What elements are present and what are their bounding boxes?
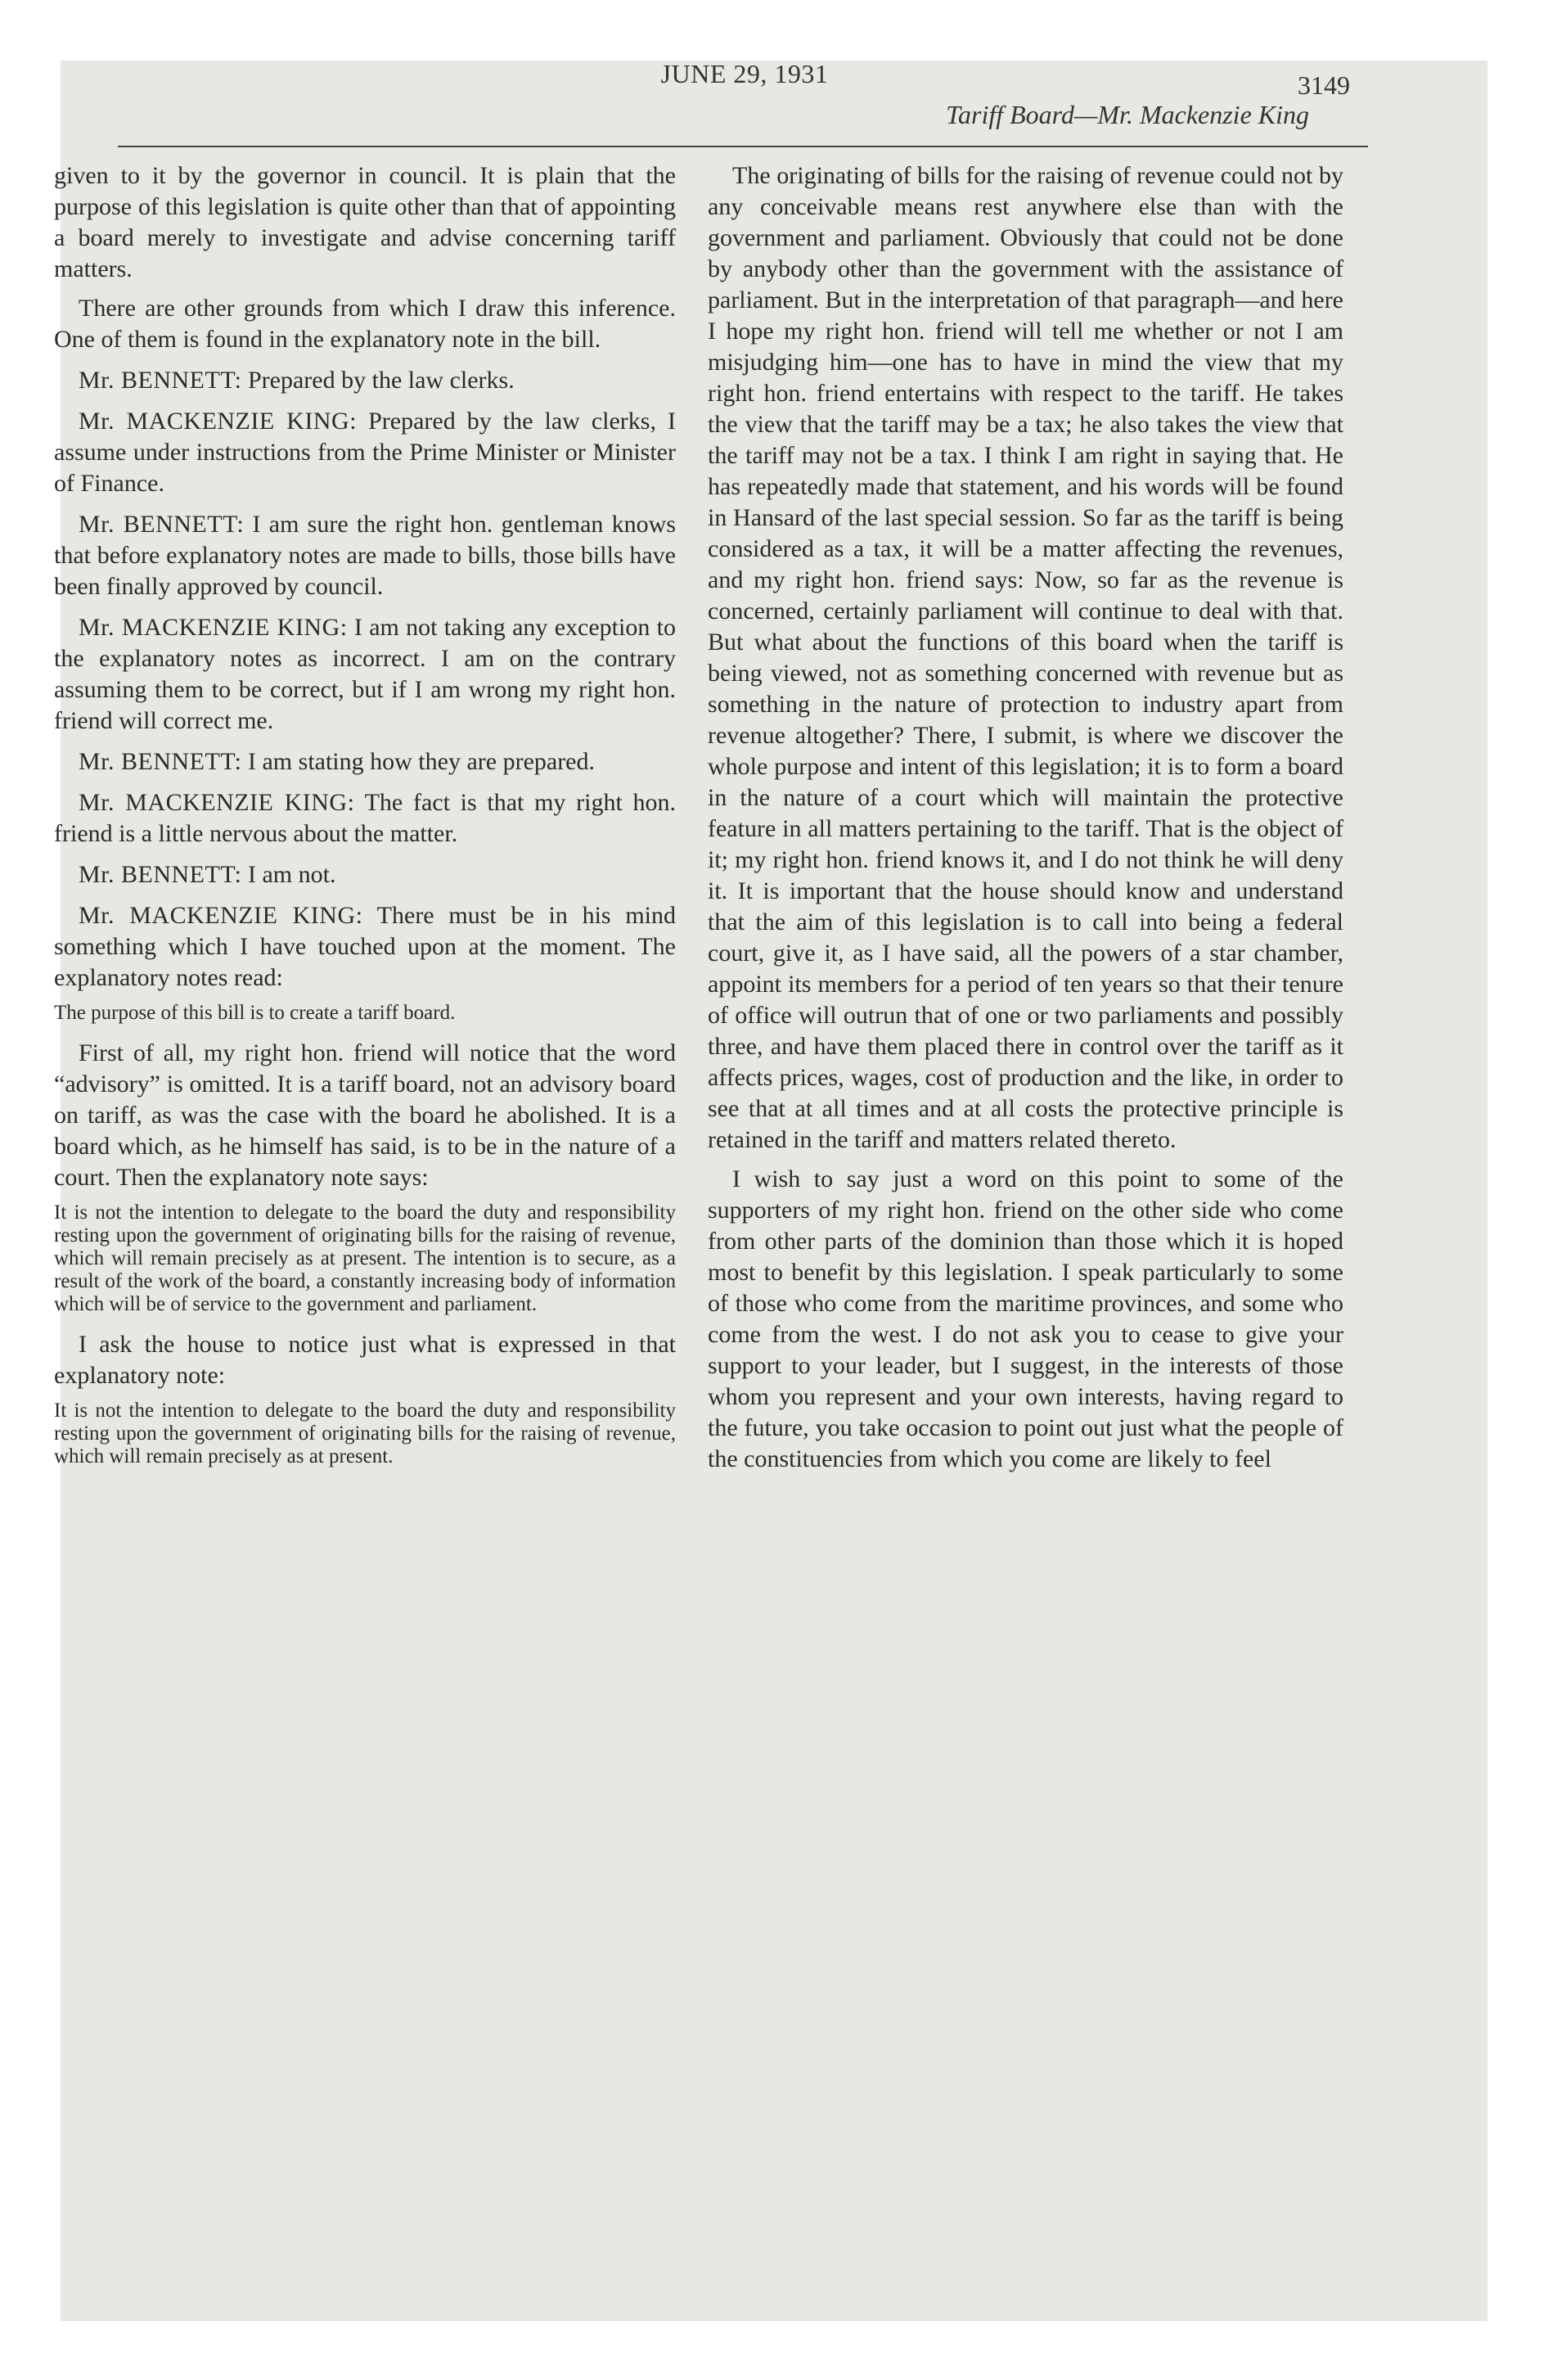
paragraph: The originating of bills for the raising of revenue could not by any conceivable means rest anywhere else than with the government and parliament. Obviously that could not be done by anybody other than the government with the assistance of parliament. But in the interpretation of that paragraph—and here I hope my right hon. friend will tell me whether or not I am misjudging him—one has to have in mind the view that my right hon. friend entertains with respect to the tariff. He takes the view that the tariff may be a tax; he also takes the view that the tariff may not be a tax. I think I am right in saying that. He has repeatedly made that statement, and his words will be found in Hansard of the last special session. So far as the tariff is being considered as a tax, it will be a matter affecting the revenues, and my right hon. friend says: Now, so far as the revenue is concerned, certainly parliament will continue to deal with that. But what about the functions of this board when the tariff is being viewed, not as something concerned with revenue but as something in the nature of protection to industry apart from revenue altogether? There, I submit, is where we discover the whole purpose and intent of this legislation; it is to form a board in the nature of a court which will maintain the protective feature in all matters pertaining to the tariff. That is the object of it; my right hon. friend knows it, and I do not think he will deny it. It is important that the house should know and understand that the aim of this legislation is to call into being a federal court, give it, as I have said, all the powers of a star chamber, appoint its members for a period of ten years so that their tenure of office will outrun that of one or two parliaments and possibly three, and have them placed there in control over the tariff as it affects prices, wages, cost of production and the like, in order to see that at all times and at all costs the protective principle is retained in the tariff and matters related thereto.: [708, 162, 1343, 1153]
speaker-name: Mr. MACKENZIE KING:: [79, 902, 363, 929]
speech-paragraph: Mr. BENNETT: Prepared by the law clerks.: [79, 367, 515, 394]
speaker-name: Mr. BENNETT:: [79, 861, 242, 888]
paragraph: First of all, my right hon. friend will notice that the word “advisory” is omitted. It is a tariff board, not an advisory board on tariff, as was the case with the board he abolished. It is a board which, as he himself has said, is to be in the nature of a court. Then the explanatory note says:: [54, 1039, 676, 1191]
speech-paragraph: Mr. MACKENZIE KING: Prepared by the law clerks, I assume under instructions from the Prime Minister or Minister of Finance.: [54, 408, 677, 497]
left-column: [54, 160, 676, 1481]
speech-paragraph: Mr. BENNETT: I am stating how they are prepared.: [79, 748, 595, 775]
paragraph: There are other grounds from which I draw this inference. One of them is found in the explanatory note in the bill.: [54, 295, 676, 353]
speaker-name: Mr. MACKENZIE KING:: [79, 408, 358, 435]
quoted-note: It is not the intention to delegate to the board the duty and responsibility resting upon the government of originating bills for the raising of revenue, which will remain precisely as at present. The intention is to secure, as a result of the work of the board, a constantly increasing body of information which will be of service to the government and parliament.: [54, 1201, 676, 1315]
speech-paragraph: Mr. BENNETT: I am not.: [79, 861, 336, 888]
paragraph: I wish to say just a word on this point to some of the supporters of my right hon. friend on the other side who come from other parts of the dominion than those which it is hoped most to benefit by this legislation. I speak particularly to some of those who come from the maritime provinces, and some who come from the west. I do not ask you to cease to give your support to your leader, but I suggest, in the interests of those whom you represent and your own interests, having regard to the future, you take occasion to point out just what the people of the constituencies from which you come are likely to feel: [708, 1165, 1343, 1472]
page-date: JUNE 29, 1931: [660, 59, 829, 88]
speaker-name: Mr. MACKENZIE KING:: [79, 789, 355, 816]
speech-paragraph: Mr. MACKENZIE KING: There must be in his mind something which I have touched upon at the moment. The explanatory notes read:: [54, 902, 676, 991]
speech-paragraph: Mr. BENNETT: I am sure the right hon. gentleman knows that before explanatory notes are made to bills, those bills have been finally approved by council.: [54, 511, 677, 600]
page-number: 3149: [1298, 70, 1350, 100]
quoted-note: The purpose of this bill is to create a tariff board.: [54, 1002, 456, 1024]
speaker-name: Mr. BENNETT:: [79, 511, 245, 538]
right-column: [708, 160, 1343, 1483]
running-title: Tariff Board—Mr. Mackenzie King: [946, 100, 1309, 129]
paragraph: I ask the house to notice just what is expressed in that explanatory note:: [54, 1331, 676, 1389]
speech-paragraph: Mr. MACKENZIE KING: I am not taking any exception to the explanatory notes as incorrect. I am on the contrary assuming them to be correct, but if I am wrong my right hon. friend will correct me.: [54, 614, 676, 734]
speech-paragraph: Mr. MACKENZIE KING: The fact is that my right hon. friend is a little nervous about the matter.: [54, 789, 676, 847]
speaker-name: Mr. BENNETT:: [79, 367, 242, 394]
paragraph: given to it by the governor in council. It is plain that the purpose of this legislation is quite other than that of appointing a board merely to investigate and advise concerning tariff matters.: [54, 162, 676, 282]
speaker-name: Mr. BENNETT:: [79, 748, 242, 775]
speaker-name: Mr. MACKENZIE KING:: [79, 614, 348, 641]
quoted-note: It is not the intention to delegate to the board the duty and responsibility resting upon the government of originating bills for the raising of revenue, which will remain precisely as at present.: [54, 1400, 676, 1467]
header-rule: [118, 146, 1368, 147]
